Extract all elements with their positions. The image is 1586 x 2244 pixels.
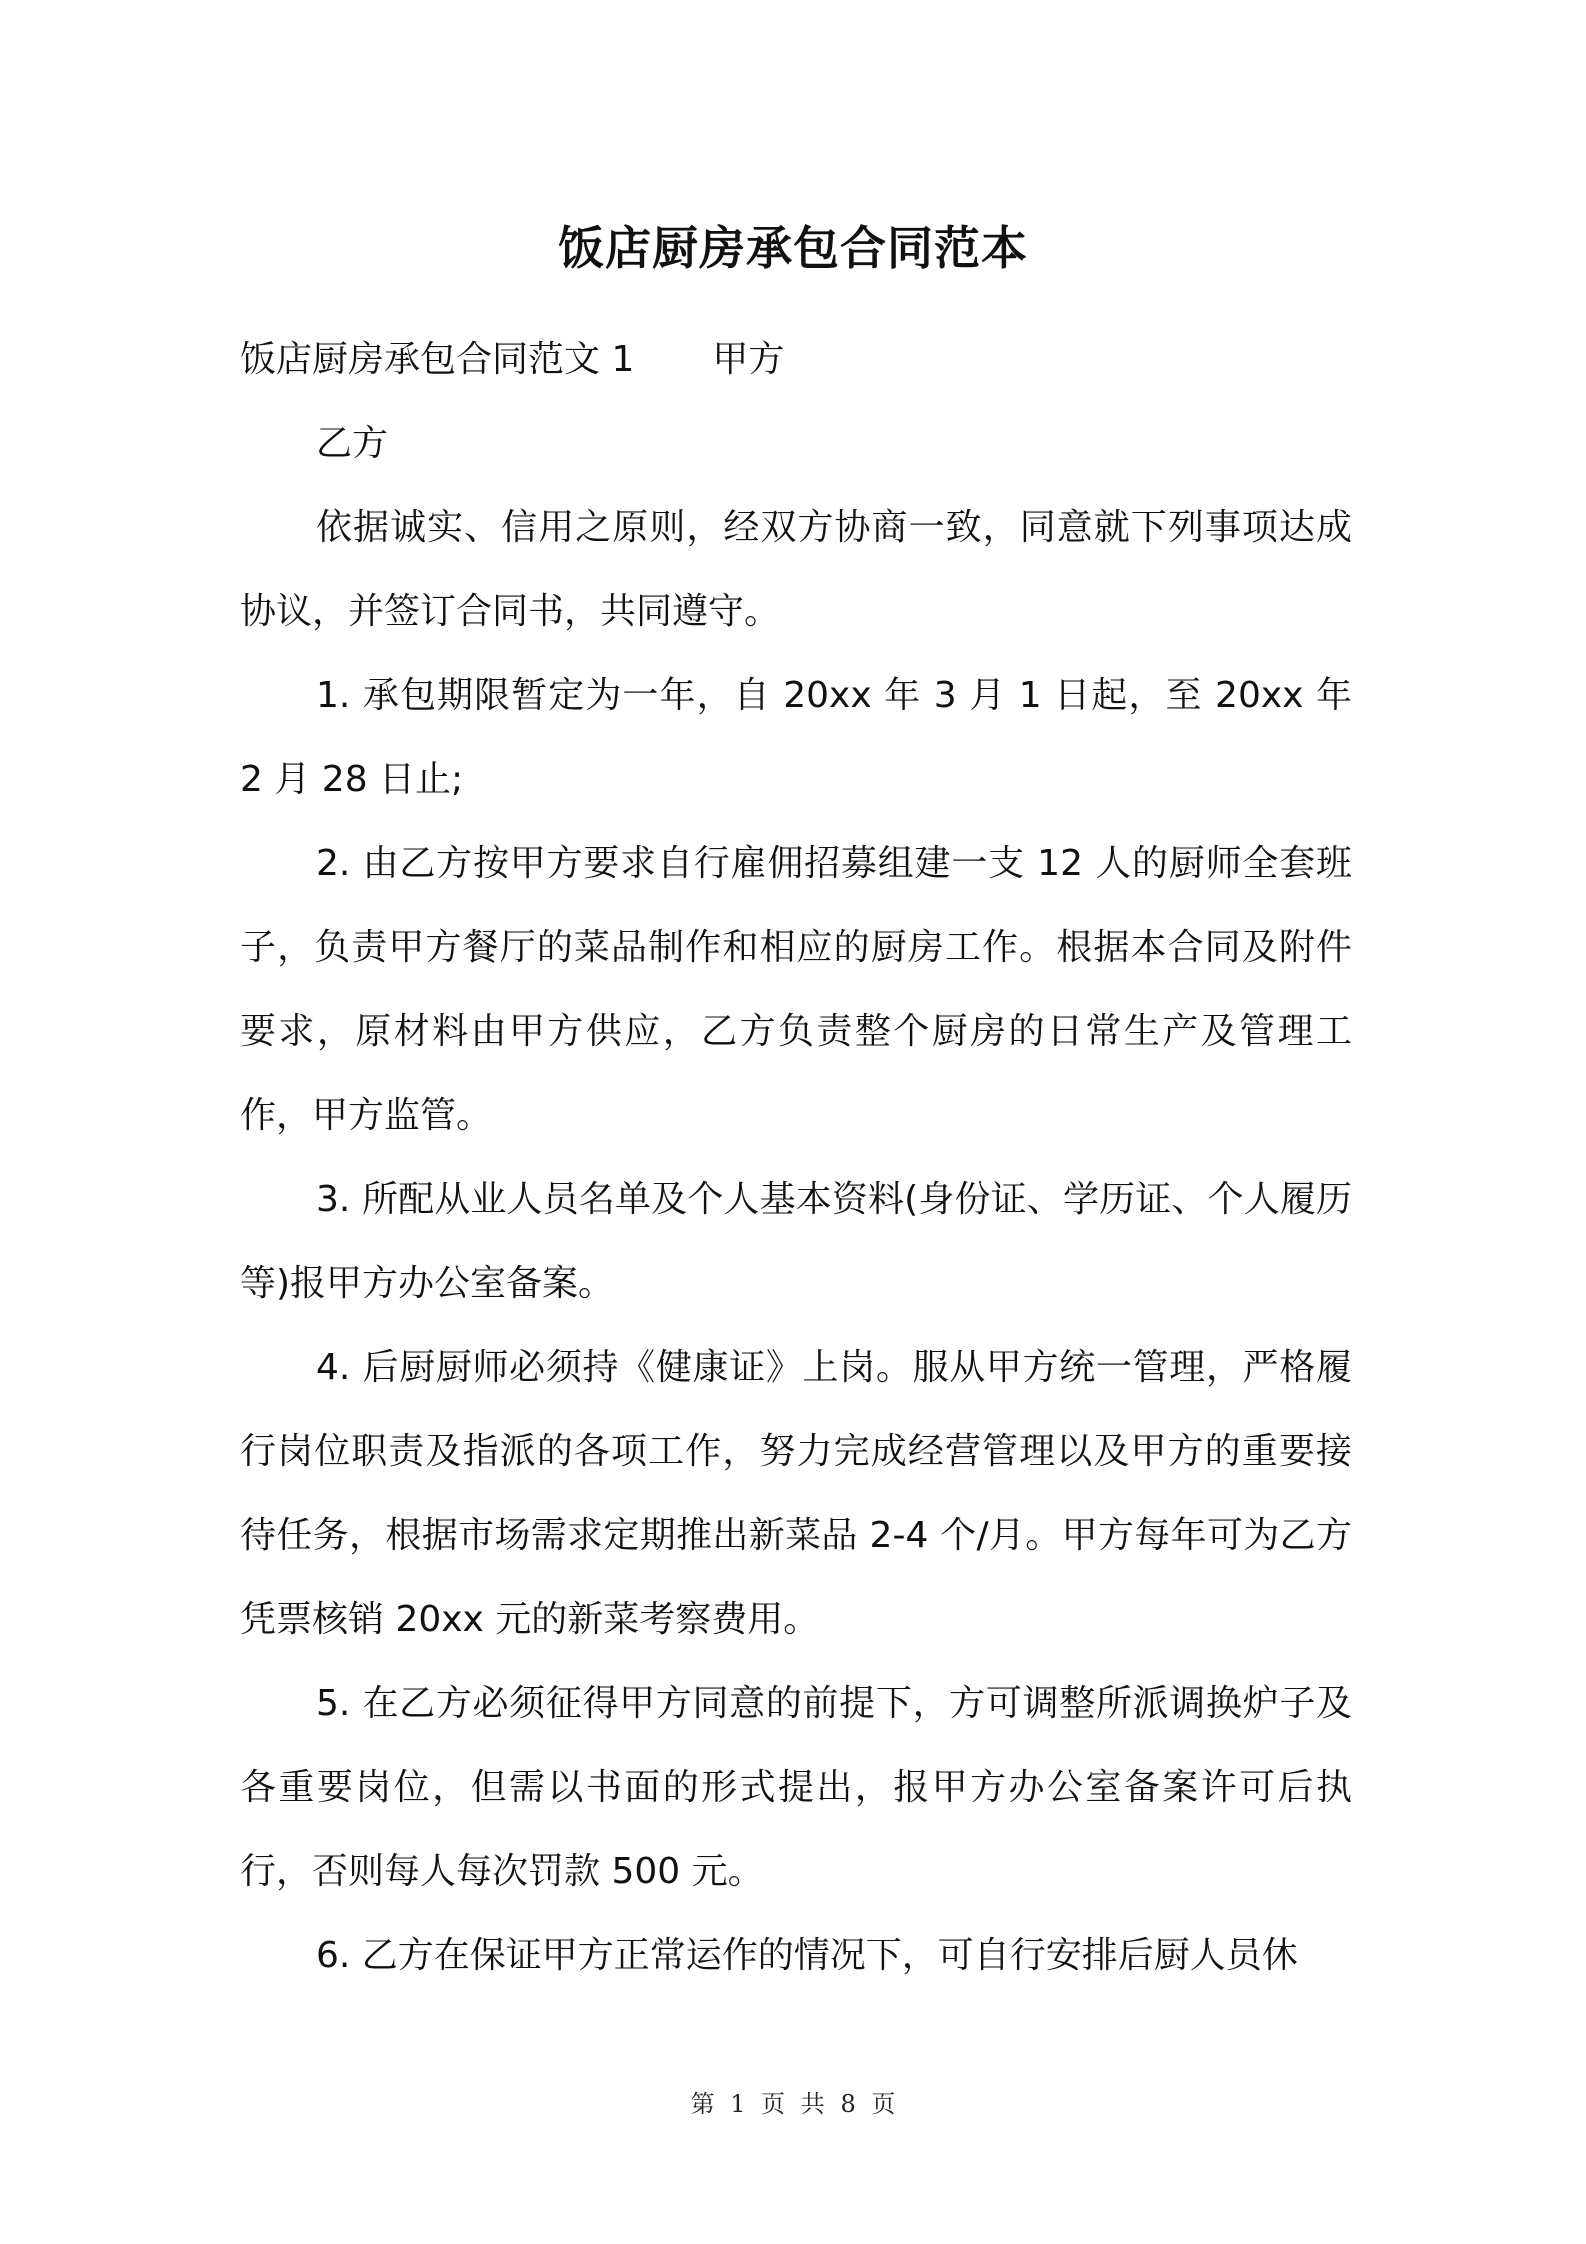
party-b-label: 乙方 (316, 423, 389, 464)
paragraph-clause-1: 1. 承包期限暂定为一年，自 20xx 年 3 月 1 日起，至 20xx 年 2 月 28 日止; (240, 675, 1352, 800)
paragraph-intro: 依据诚实、信用之原则，经双方协商一致，同意就下列事项达成协议，并签订合同书，共同遵守。 (240, 507, 1352, 632)
page-number-footer: 第 1 页 共 8 页 (690, 2090, 896, 2118)
paragraph-clause-2: 2. 由乙方按甲方要求自行雇佣招募组建一支 12 人的厨师全套班子，负责甲方餐厅的菜品制作和相应的厨房工作。根据本合同及附件要求，原材料由甲方供应，乙方负责整个厨房的日常生产及管理工作，甲方监管。 (240, 843, 1352, 1136)
paragraph-clause-5: 5. 在乙方必须征得甲方同意的前提下，方可调整所派调换炉子及各重要岗位，但需以书面的形式提出，报甲方办公室备案许可后执行，否则每人每次罚款 500 元。 (240, 1683, 1352, 1892)
document-subtitle: 饭店厨房承包合同范文 1 (240, 339, 635, 380)
subtitle-line (240, 318, 1352, 402)
document-title: 饭店厨房承包合同范本 (558, 221, 1028, 275)
paragraph-clause-6: 6. 乙方在保证甲方正常运作的情况下，可自行安排后厨人员休 (316, 1935, 1298, 1976)
party-a-label: 甲方 (712, 339, 785, 380)
paragraph-clause-4: 4. 后厨厨师必须持《健康证》上岗。服从甲方统一管理，严格履行岗位职责及指派的各项工作，努力完成经营管理以及甲方的重要接待任务，根据市场需求定期推出新菜品 2-4 个/月。甲方每年可为乙方凭票核销 20xx 元的新菜考察费用。 (240, 1347, 1352, 1640)
document-body (240, 318, 1352, 1998)
paragraph-clause-3: 3. 所配从业人员名单及个人基本资料(身份证、学历证、个人履历等)报甲方办公室备案。 (240, 1179, 1352, 1304)
